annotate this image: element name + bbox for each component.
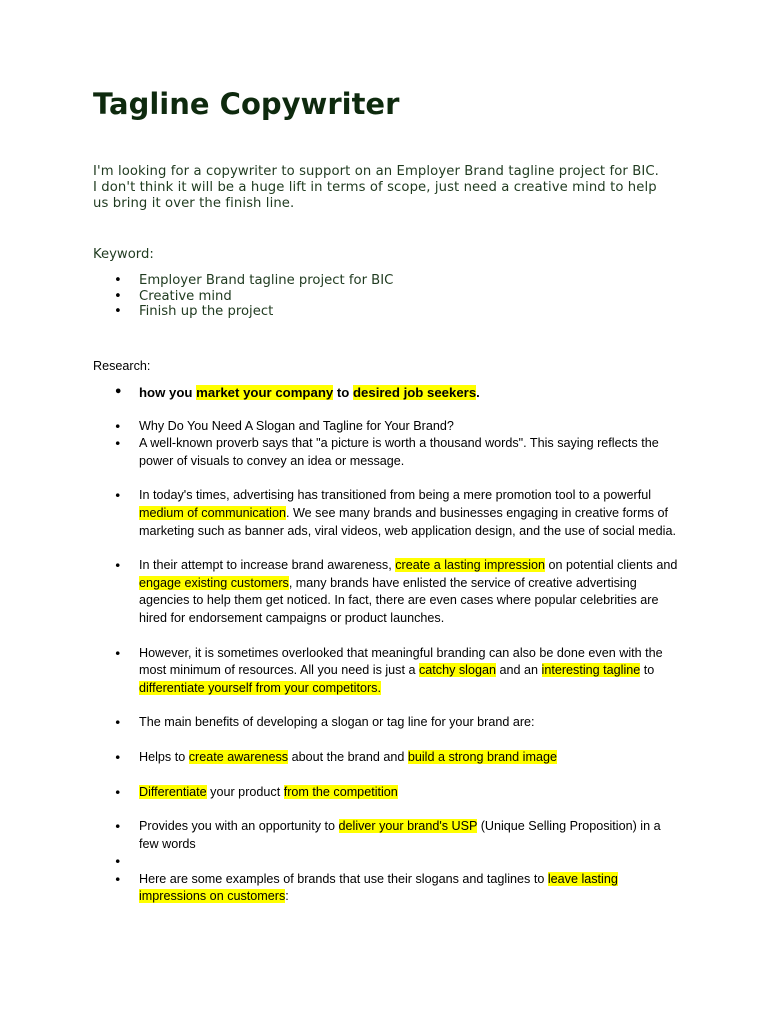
highlighted-text: market your company (196, 385, 334, 400)
research-item-branding (93, 645, 678, 698)
research-item-benefits: • The main benefits of developing a slogan or tag line for your brand are: (93, 714, 678, 732)
text-run: to (640, 663, 655, 678)
text-run: to (333, 385, 353, 400)
research-list (93, 384, 678, 906)
research-item-awareness (93, 749, 678, 767)
research-item-why-slogan: • Why Do You Need A Slogan and Tagline for Your Brand? (93, 418, 678, 436)
keyword-list (93, 273, 653, 320)
keyword-label: Keyword: (93, 247, 154, 262)
highlighted-text: differentiate yourself from your competitors. (139, 680, 381, 695)
highlighted-text: interesting tagline (541, 663, 641, 678)
text-run: and an (496, 663, 542, 678)
research-item-advertising (93, 487, 678, 540)
highlighted-text: create awareness (188, 749, 289, 764)
text-run: However, it is sometimes overlooked that meaningful branding can also be done even with the most minimum of resources. All you need is just a (139, 645, 663, 678)
research-item-differentiate (93, 784, 678, 802)
research-item-empty (93, 853, 678, 871)
intro-paragraph: I'm looking for a copywriter to support on an Employer Brand tagline project for BIC. I don't think it will be a huge lift in terms of scope, just need a creative mind to help us bring it over the finish line. (93, 164, 659, 211)
text-run: Here are some examples of brands that use their slogans and taglines to (139, 871, 548, 886)
text-run: your product (206, 784, 284, 799)
research-item-brand-awareness (93, 557, 678, 627)
highlighted-text: engage existing customers (139, 575, 289, 590)
highlighted-text: catchy slogan (418, 663, 496, 678)
research-item-examples (93, 871, 678, 906)
text-run: Provides you with an opportunity to (139, 819, 339, 834)
highlighted-text: from the competition (283, 784, 398, 799)
highlighted-text: Differentiate (139, 784, 207, 799)
text-run: how you (139, 385, 197, 400)
text-run: on potential clients and (545, 558, 678, 573)
highlighted-text: leave lasting impressions on customers (139, 871, 618, 904)
keyword-item: • Finish up the project (93, 304, 653, 320)
page-title: Tagline Copywriter (93, 87, 400, 121)
keyword-item: • Creative mind (93, 289, 653, 305)
text-run: about the brand and (288, 749, 408, 764)
research-label: Research: (93, 359, 151, 373)
text-run: (Unique Selling Proposition) in a few words (139, 819, 661, 851)
text-run: In today's times, advertising has transitioned from being a mere promotion tool to a powerful (139, 488, 652, 503)
highlighted-text: desired job seekers (353, 385, 477, 400)
text-run: . (476, 385, 480, 400)
research-item-market (93, 384, 678, 402)
research-item-usp (93, 818, 678, 853)
text-run: Helps to (139, 749, 189, 764)
text-run: , many brands have enlisted the service of creative advertising agencies to help them get noticed. In fact, there are even cases where popular celebrities are hired for endorsement campaigns or product launches. (139, 575, 659, 625)
highlighted-text: medium of communication (139, 505, 286, 520)
text-run: : (285, 889, 289, 904)
highlighted-text: build a strong brand image (407, 749, 557, 764)
highlighted-text: create a lasting impression (395, 558, 546, 573)
highlighted-text: deliver your brand's USP (338, 819, 478, 834)
research-item-proverb: • A well-known proverb says that "a picture is worth a thousand words". This saying reflects the power of visuals to convey an idea or message. (93, 435, 678, 470)
text-run: . We see many brands and businesses engaging in creative forms of marketing such as banner ads, viral videos, web application design, and the use of social media. (139, 505, 676, 538)
keyword-item: • Employer Brand tagline project for BIC (93, 273, 653, 289)
text-run: In their attempt to increase brand awareness, (139, 558, 396, 573)
